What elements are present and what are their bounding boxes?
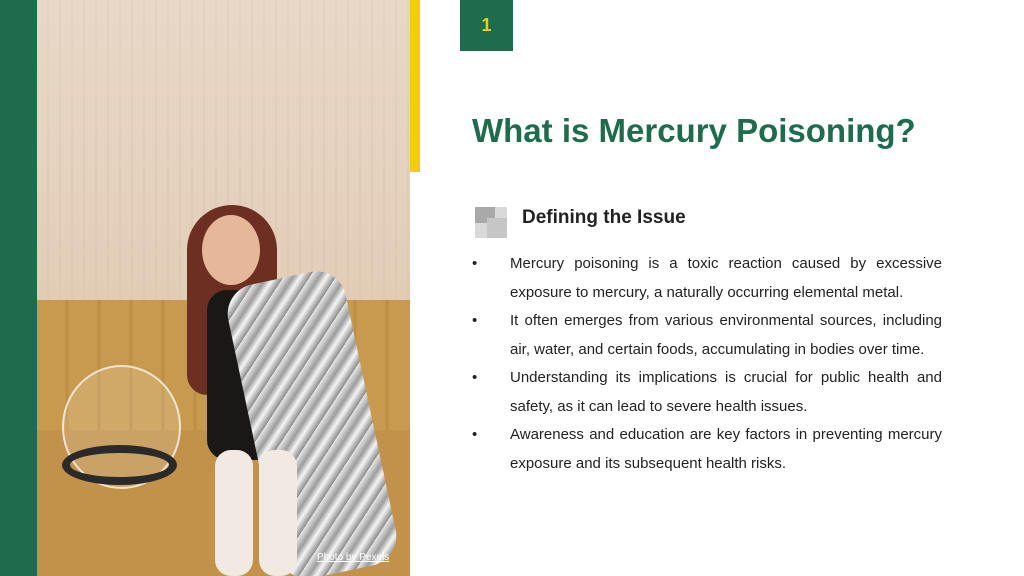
left-accent-bar — [0, 0, 37, 576]
bullet-text: Understanding its implications is crucial for public health and safety, as it can lead to severe health issues. — [510, 369, 942, 415]
bullet-item — [470, 421, 942, 478]
hero-photo — [37, 0, 410, 576]
bullet-marker: • — [472, 369, 478, 386]
sphere-ring — [62, 445, 177, 485]
bullet-marker: • — [472, 426, 478, 443]
slide-number-badge — [460, 0, 513, 51]
person-leg-left — [215, 450, 253, 576]
bullet-text: Mercury poisoning is a toxic reaction caused by excessive exposure to mercury, a naturally occurring elemental metal. — [510, 255, 942, 301]
slide-title: What is Mercury Poisoning? — [472, 112, 916, 149]
slide-number: 1 — [481, 15, 492, 35]
bullet-item — [470, 307, 942, 364]
person-head — [202, 215, 260, 285]
person-leg-right — [259, 450, 297, 576]
section-subtitle: Defining the Issue — [522, 207, 686, 228]
bullet-text: It often emerges from various environmental sources, including air, water, and certain foods, accumulating in bodies over time. — [510, 312, 942, 358]
bullet-marker: • — [472, 312, 478, 329]
bullet-item — [470, 250, 942, 307]
bullet-marker: • — [472, 255, 478, 272]
yellow-accent-line — [410, 0, 420, 172]
photo-credit-link[interactable]: Photo by Pexels — [317, 552, 390, 563]
bullet-item — [470, 364, 942, 421]
bullet-text: Awareness and education are key factors in preventing mercury exposure and its subsequent health risks. — [510, 426, 942, 472]
section-icon — [475, 207, 507, 238]
bullet-list — [470, 250, 942, 478]
